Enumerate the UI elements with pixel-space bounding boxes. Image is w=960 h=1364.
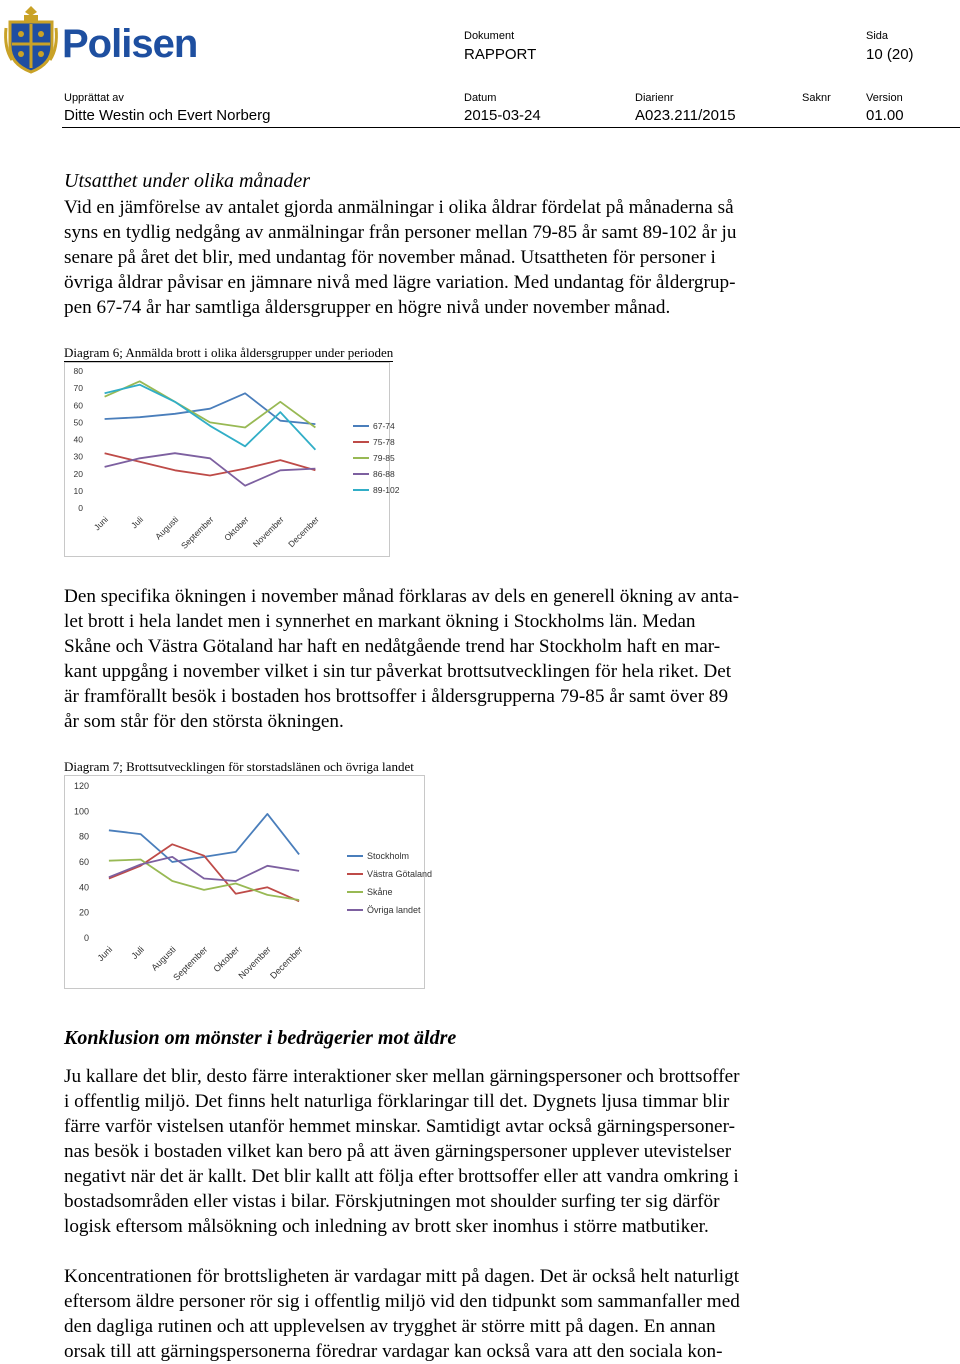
- y-tick-label: 60: [78, 857, 89, 867]
- diarienr-value: A023.211/2015: [635, 107, 736, 124]
- diagram6-svg: [65, 363, 400, 556]
- text-line: pen 67-74 år har samtliga åldersgrupper en högre nivå under november månad.: [64, 297, 671, 318]
- x-tick-label: Juni: [91, 514, 110, 533]
- legend-label: 89-102: [373, 485, 400, 495]
- text-line: Vid en jämförelse av antalet gjorda anmälningar i olika åldrar fördelat på månaderna så: [64, 197, 734, 218]
- y-tick-label: 50: [73, 417, 83, 428]
- text-line: eftersom äldre personer rör sig i offentlig miljö vid den tidpunkt som sammanfaller med: [64, 1291, 740, 1312]
- text-line: logisk eftersom målsökning och inledning av brott sker inomhus i större matbutiker.: [64, 1216, 709, 1237]
- text-line: negativt när det är kallt. Det blir kallt att följa efter brottsoffer eller att vandra omkring i: [64, 1166, 739, 1187]
- text-line: syns en tydlig nedgång av anmälningar från personer mellan 79-85 år samt 89-102 år ju: [64, 222, 737, 243]
- text-line: Skåne och Västra Götaland har haft en nedåtgående trend har Stockholm haft en mar-: [64, 636, 721, 657]
- legend-label: 79-85: [373, 453, 395, 463]
- saknr-label: Saknr: [802, 92, 831, 104]
- text-line: i offentlig miljö. Det finns helt naturliga förklaringar till det. Dygnets ljusa timmar blir: [64, 1091, 730, 1112]
- sida-label: Sida: [866, 30, 889, 42]
- legend-label: 67-74: [373, 421, 395, 431]
- version-value: 01.00: [866, 107, 904, 124]
- y-tick-label: 70: [73, 383, 83, 394]
- text-line: senare på året det blir, med undantag för november månad. Utsattheten för personer i: [64, 247, 716, 268]
- y-tick-label: 40: [73, 434, 83, 445]
- conclusion-paragraph-1: [64, 1064, 844, 1239]
- y-tick-label: 40: [78, 882, 89, 893]
- x-tick-label: Juli: [129, 944, 146, 961]
- y-tick-label: 60: [73, 400, 83, 411]
- section1-paragraph: [64, 195, 844, 320]
- diagram6-chart: [64, 362, 400, 557]
- logo-wordmark: Polisen: [62, 22, 198, 66]
- conclusion-paragraph-2: [64, 1264, 844, 1364]
- section-heading: Utsatthet under olika månader: [64, 170, 311, 192]
- text-line: let brott i hela landet men i synnerhet en markant ökning i Stockholms län. Medan: [64, 611, 696, 632]
- y-tick-label: 20: [78, 907, 89, 918]
- upprattat-label: Upprättat av: [64, 92, 124, 104]
- diagram6-caption: Diagram 6; Anmälda brott i olika åldersgrupper under perioden: [64, 345, 394, 360]
- legend-label: Övriga landet: [367, 905, 421, 915]
- x-tick-label: December: [286, 514, 321, 550]
- legend-label: Skåne: [367, 887, 393, 897]
- text-line: kant uppgång i november vilket i sin tur påverkat brottsutvecklingen för hela riket. Det: [64, 661, 732, 682]
- dokument-value: RAPPORT: [464, 46, 537, 63]
- x-tick-label: November: [236, 944, 273, 981]
- series-line-86-88: [105, 453, 316, 486]
- x-tick-label: Augusti: [149, 944, 178, 973]
- x-tick-label: September: [178, 514, 216, 551]
- y-tick-label: 80: [73, 366, 83, 376]
- y-tick-label: 0: [83, 933, 89, 943]
- dokument-label: Dokument: [464, 30, 515, 42]
- x-tick-label: September: [171, 944, 210, 983]
- y-tick-label: 0: [78, 503, 83, 513]
- text-line: övriga åldrar påvisar en jämnare nivå med lägre variation. Med undantag för åldergrup-: [64, 272, 736, 293]
- text-line: Den specifika ökningen i november månad förklaras av dels en generell ökning av anta-: [64, 586, 740, 607]
- text-line: färre varför vistelsen utanför hemmet minskar. Samtidigt avtar också gärningspersoner-: [64, 1116, 735, 1137]
- y-tick-label: 20: [73, 468, 83, 479]
- upprattat-value: Ditte Westin och Evert Norberg: [64, 107, 271, 124]
- series-line-67-74: [105, 393, 316, 424]
- x-tick-label: Oktober: [211, 944, 242, 975]
- diagram7-caption: Diagram 7; Brottsutvecklingen för storstadslänen och övriga landet: [64, 759, 414, 774]
- datum-label: Datum: [464, 92, 497, 104]
- x-tick-label: Juli: [129, 514, 146, 531]
- diagram7-chart: [64, 775, 433, 989]
- legend-label: Stockholm: [367, 851, 410, 861]
- series-line-75-78: [105, 453, 316, 475]
- y-tick-label: 10: [73, 485, 83, 496]
- diagram7-svg: [65, 776, 433, 988]
- section2-paragraph: [64, 584, 844, 734]
- text-line: bostadsområden eller vistas i bilar. Förskjutningen mot shoulder surfing ter sig därför: [64, 1191, 720, 1212]
- version-label: Version: [866, 92, 903, 104]
- datum-value: 2015-03-24: [464, 107, 541, 124]
- text-line: Ju kallare det blir, desto färre interaktioner sker mellan gärningspersoner och brottsoffer: [64, 1066, 740, 1087]
- y-tick-label: 120: [73, 781, 89, 791]
- y-tick-label: 100: [73, 806, 89, 817]
- text-line: är framförallt besök i bostaden hos brottsoffer i åldersgrupperna 79-85 år samt över 89: [64, 686, 729, 707]
- text-line: nas besök i bostaden vilket kan bero på att även gärningspersoner upplever utevistelser: [64, 1141, 732, 1162]
- text-line: år som står för den största ökningen.: [64, 711, 344, 732]
- series-line-Västra Götaland: [109, 844, 299, 901]
- text-line: Koncentrationen för brottsligheten är vardagar mitt på dagen. Det är också helt naturligt: [64, 1266, 740, 1287]
- text-line: den dagliga rutinen och att upplevelsen av trygghet är större mitt på dagen. En annan: [64, 1316, 716, 1337]
- x-tick-label: Oktober: [222, 514, 251, 543]
- sida-value: 10 (20): [866, 46, 914, 63]
- text-line: orsak till att gärningspersonerna föredrar vardagar kan också vara att den sociala kon-: [64, 1341, 723, 1362]
- header-divider: [62, 127, 960, 128]
- legend-label: Västra Götaland: [367, 869, 433, 879]
- y-tick-label: 80: [78, 831, 89, 842]
- legend-label: 86-88: [373, 469, 395, 479]
- x-tick-label: November: [250, 514, 286, 550]
- diarienr-label: Diarienr: [635, 92, 674, 104]
- x-tick-label: Augusti: [153, 514, 181, 542]
- x-tick-label: Juni: [95, 944, 115, 964]
- y-tick-label: 30: [73, 451, 83, 462]
- police-crest-icon: [4, 2, 58, 74]
- legend-label: 75-78: [373, 437, 395, 447]
- conclusion-heading: Konklusion om mönster i bedrägerier mot äldre: [64, 1027, 457, 1049]
- x-tick-label: December: [268, 944, 305, 981]
